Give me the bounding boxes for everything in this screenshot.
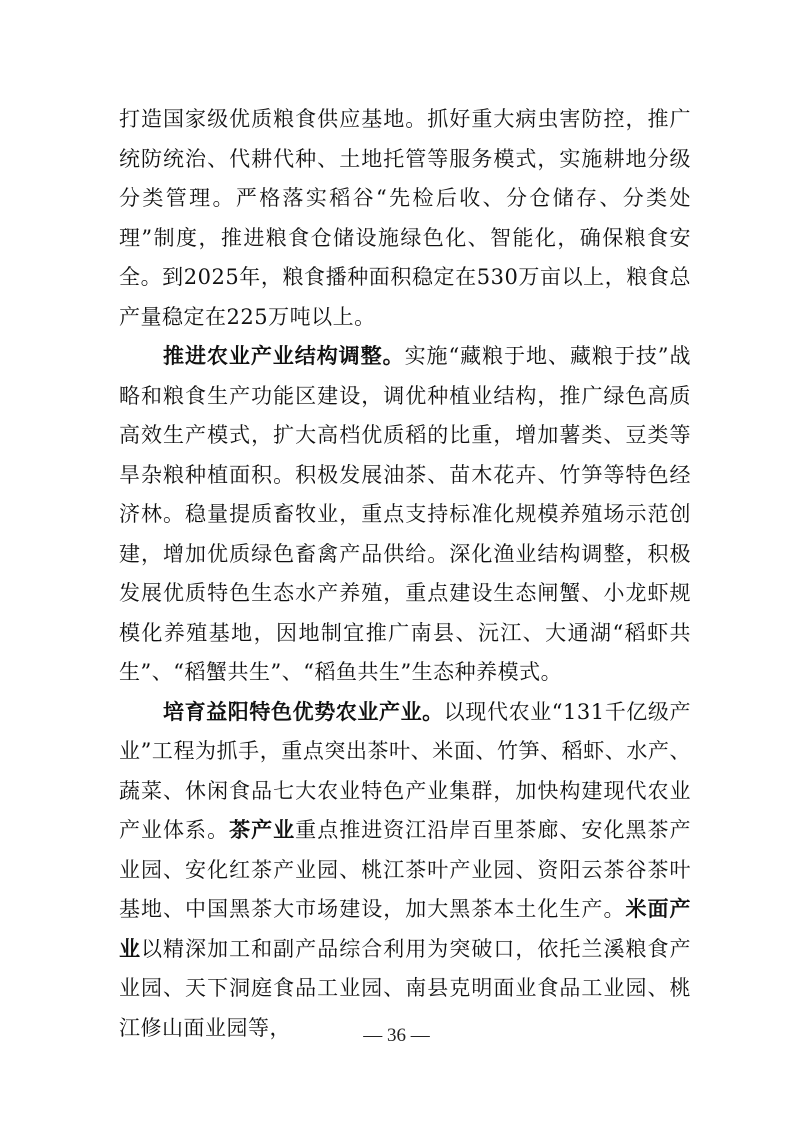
paragraph-structure-adjustment xyxy=(119,337,691,693)
paragraph-text: 实施“藏粮于地、藏粮于技”战略和粮食生产功能区建设，调优种植业结构，推广绿色高质高效生产模式，扩大高档优质稻的比重，增加薯类、豆类等旱杂粮种植面积。积极发展油茶、苗木花卉、竹笋等特色经济林。稳量提质畜牧业，重点支持标准化规模养殖场示范创建，增加优质绿色畜禽产品供给。深化渔业结构调整，积极发展优质特色生态水产养殖，重点建设生态闸蟹、小龙虾规模化养殖基地，因地制宜推广南县、沅江、大通湖“稻虾共生”、“稻蟹共生”、“稻鱼共生”生态种养模式。 xyxy=(119,344,691,684)
paragraph-heading: 推进农业产业结构调整。 xyxy=(163,344,405,368)
paragraph-heading: 培育益阳特色优势农业产业。 xyxy=(163,699,444,724)
rice-noodle-industry-text: 以精深加工和副产品综合利用为突破口，依托兰溪粮食产业园、天下洞庭食品工业园、南县克明面业食品工业园、桃江修山面业园等， xyxy=(119,936,692,1040)
rice-noodle-industry-heading: 米面产业 xyxy=(119,897,692,961)
paragraph-grain-base xyxy=(119,100,691,337)
body-text xyxy=(119,100,691,1048)
page-number: — 36 — xyxy=(363,1025,430,1046)
tea-industry-heading: 茶产业 xyxy=(229,818,296,842)
paragraph-text: 以现代农业“131千亿级产业”工程为抓手，重点突出茶叶、米面、竹笋、稻虾、水产、蔬菜、休闲食品七大农业特色产业集群，加快构建现代农业产业体系。 xyxy=(119,699,692,842)
paragraph-text: 打造国家级优质粮食供应基地。抓好重大病虫害防控，推广统防统治、代耕代种、土地托管等服务模式，实施耕地分级分类管理。严格落实稻谷“先检后收、分仓储存、分类处理”制度，推进粮食仓储设施绿色化、智能化，确保粮食安全。到2025年，粮食播种面积稳定在530万亩以上，粮食总产量稳定在225万吨以上。 xyxy=(119,107,691,329)
paragraph-specialty-industry xyxy=(119,693,691,1049)
tea-industry-text: 重点推进资江沿岸百里茶廊、安化黑茶产业园、安化红茶产业园、桃江茶叶产业园、资阳云茶谷茶叶基地、中国黑茶大市场建设，加大黑茶本土化生产。 xyxy=(119,818,692,921)
